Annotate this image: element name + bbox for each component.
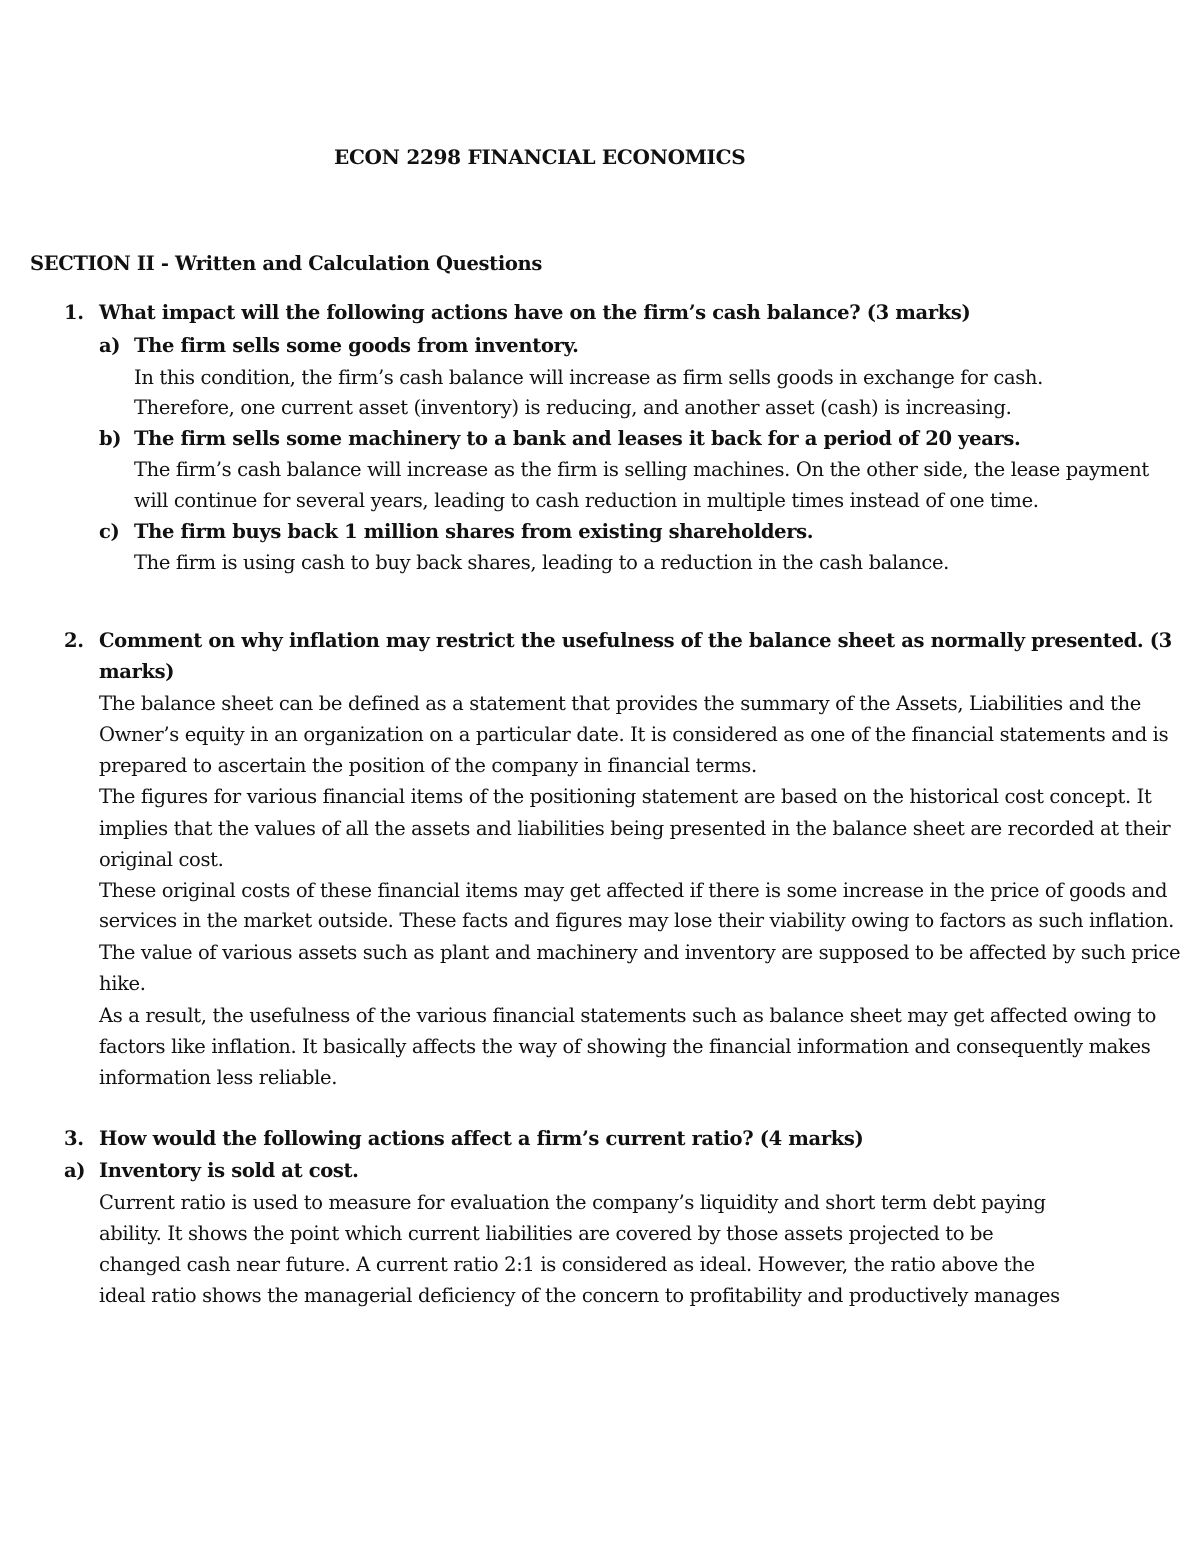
q1c-prompt: The firm buys back 1 million shares from existing shareholders.: [134, 520, 814, 543]
q3a-answer-line: ideal ratio shows the managerial deficiency of the concern to profitability and productively manages: [99, 1284, 1060, 1307]
q2-answer-line: The figures for various financial items of the positioning statement are based on the historical cost concept. It: [99, 785, 1152, 808]
q3-text: How would the following actions affect a firm’s current ratio? (4 marks): [99, 1127, 864, 1150]
q3a-answer-line: ability. It shows the point which current liabilities are covered by those assets projected to be: [99, 1222, 994, 1245]
q2-answer-line: implies that the values of all the assets and liabilities being presented in the balance sheet are recorded at their: [99, 817, 1171, 840]
q2-answer-line: The balance sheet can be defined as a statement that provides the summary of the Assets, Liabilities and the: [99, 692, 1141, 715]
q2-number: 2.: [64, 629, 84, 652]
q1-text: What impact will the following actions have on the firm’s cash balance? (3 marks): [99, 301, 971, 324]
q2-answer-line: services in the market outside. These facts and figures may lose their viability owing to factors as such inflation.: [99, 909, 1174, 932]
q2-answer-line: prepared to ascertain the position of the company in financial terms.: [99, 754, 757, 777]
q2-text-line: Comment on why inflation may restrict the usefulness of the balance sheet as normally presented. (3: [99, 629, 1172, 652]
q2-text-line: marks): [99, 660, 175, 683]
q2-answer-line: These original costs of these financial items may get affected if there is some increase in the price of goods and: [99, 879, 1168, 902]
q2-answer-line: hike.: [99, 972, 146, 995]
q1b-prompt: The firm sells some machinery to a bank and leases it back for a period of 20 years.: [134, 427, 1021, 450]
q2-answer-line: information less reliable.: [99, 1066, 338, 1089]
q1b-answer-line: The firm’s cash balance will increase as the firm is selling machines. On the other side, the lease payment: [134, 458, 1149, 481]
q2-answer-line: The value of various assets such as plant and machinery and inventory are supposed to be affected by such price: [99, 941, 1181, 964]
q3a-answer-line: changed cash near future. A current ratio 2:1 is considered as ideal. However, the ratio above the: [99, 1253, 1035, 1276]
q2-answer-line: As a result, the usefulness of the various financial statements such as balance sheet may get affected owing to: [99, 1004, 1157, 1027]
q2-answer-line: factors like inflation. It basically affects the way of showing the financial information and consequently makes: [99, 1035, 1151, 1058]
q1c-answer-line: The firm is using cash to buy back shares, leading to a reduction in the cash balance.: [134, 551, 949, 574]
q1c-label: c): [99, 520, 120, 543]
q3a-prompt: Inventory is sold at cost.: [99, 1159, 359, 1182]
q2-answer-line: original cost.: [99, 848, 224, 871]
q1a-prompt: The firm sells some goods from inventory.: [134, 334, 579, 357]
q1a-answer-line: In this condition, the firm’s cash balance will increase as firm sells goods in exchange for cash.: [134, 366, 1043, 389]
q1a-label: a): [99, 334, 121, 357]
document-title: ECON 2298 FINANCIAL ECONOMICS: [334, 145, 746, 169]
q3-number: 3.: [64, 1127, 84, 1150]
section-heading: SECTION II - Written and Calculation Questions: [30, 252, 543, 275]
q1a-answer-line: Therefore, one current asset (inventory) is reducing, and another asset (cash) is increasing.: [134, 396, 1012, 419]
q1b-answer-line: will continue for several years, leading to cash reduction in multiple times instead of one time.: [134, 489, 1039, 512]
q3a-label: a): [64, 1159, 86, 1182]
q3a-answer-line: Current ratio is used to measure for evaluation the company’s liquidity and short term debt paying: [99, 1191, 1046, 1214]
q2-answer-line: Owner’s equity in an organization on a particular date. It is considered as one of the financial statements and is: [99, 723, 1169, 746]
q1b-label: b): [99, 427, 122, 450]
q1-number: 1.: [64, 301, 84, 324]
